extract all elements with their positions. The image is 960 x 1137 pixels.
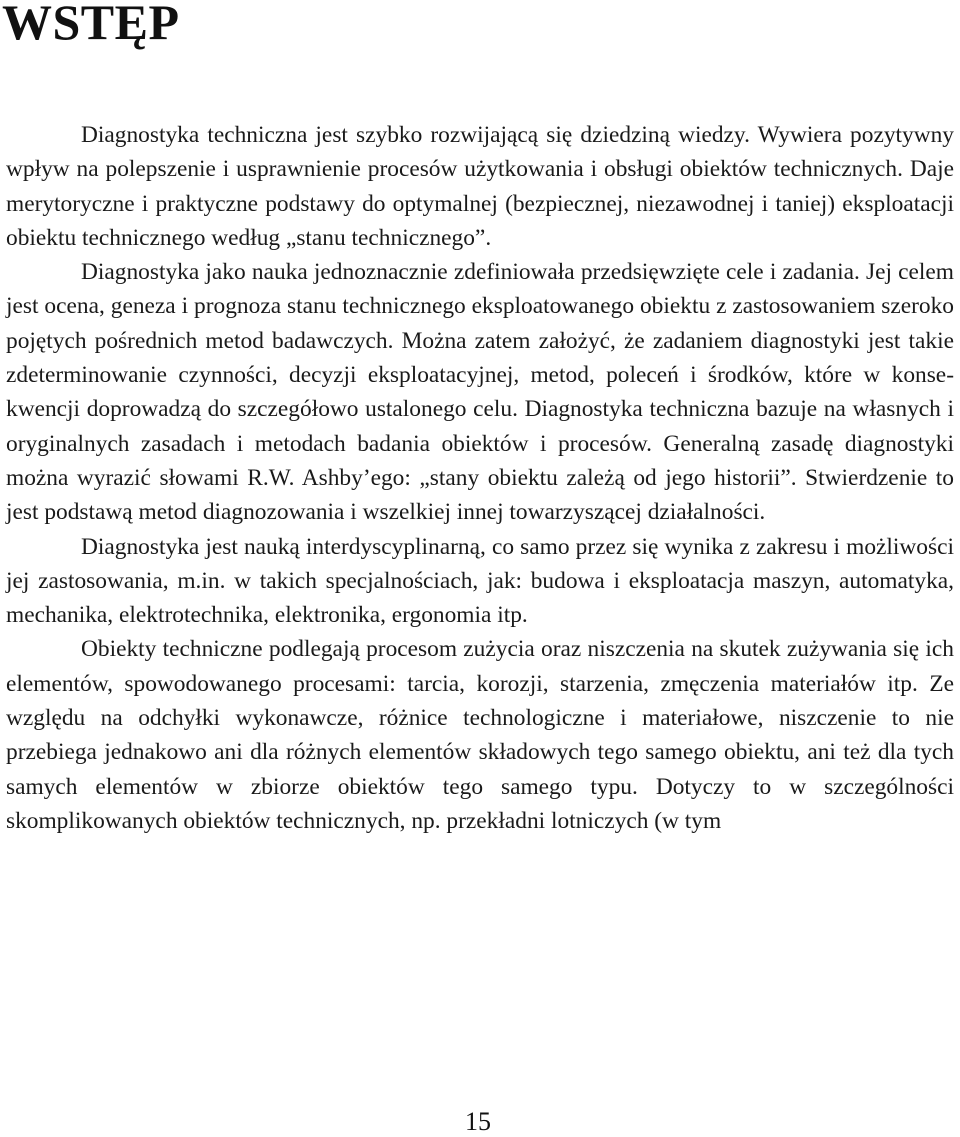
chapter-heading: WSTĘP: [2, 0, 180, 50]
paragraph-1: Diagnostyka techniczna jest szybko rozwijającą się dziedziną wiedzy. Wywiera pozytywny wpływ na polepszenie i usprawnienie procesów użytkowania i obsługi obiektów technicznych. Daje merytoryczne i praktyczne podstawy do optymalnej (bezpiecznej, niezawodnej i taniej) eksploatacji obiektu technicznego według „stanu technicznego”.: [6, 122, 954, 251]
body-text: [6, 118, 954, 838]
paragraph-2: Diagnostyka jako nauka jednoznacznie zdefiniowała przedsięwzięte cele i zadania. Jej celem jest ocena, geneza i prognoza stanu technicznego eksploatowanego obiektu z zastosowaniem szeroko pojętych pośrednich metod badawczych. Można zatem założyć, że zadaniem diagnostyki jest takie zdeterminowanie czynności, decyzji eksploatacyjnej, metod, poleceń i środków, które w konsekwencji doprowadzą do szczegółowo ustalonego celu. Diagnostyka techniczna bazuje na własnych i oryginalnych zasadach i metodach badania obiektów i procesów. Generalną zasadę diagnostyki można wyrazić słowami R.W. Ashby’ego: „stany obiektu zależą od jego historii”. Stwierdzenie to jest podstawą metod diagnozowania i wszelkiej innej towarzyszącej działalności.: [6, 259, 954, 526]
paragraph-4: Obiekty techniczne podlegają procesom zużycia oraz niszczenia na skutek zużywania się ich elementów, spowodowanego procesami: tarcia, korozji, starzenia, zmęczenia materiałów itp. Ze względu na odchyłki wykonawcze, różnice technologiczne i materiałowe, niszczenie to nie przebiega jednakowo ani dla różnych elementów składowych tego samego obiektu, ani też dla tych samych elementów w zbiorze obiektów tego samego typu. Dotyczy to w szczególności skomplikowanych obiektów technicznych, np. przekładni lotniczych (w tym: [6, 636, 954, 834]
paragraph-3: Diagnostyka jest nauką interdyscyplinarną, co samo przez się wynika z zakresu i możliwości jej zastosowania, m.in. w takich specjalnościach, jak: budowa i eksploatacja maszyn, automatyka, mechanika, elektrotechnika, elektronika, ergonomia itp.: [6, 533, 954, 629]
page-number: 15: [465, 1107, 491, 1136]
